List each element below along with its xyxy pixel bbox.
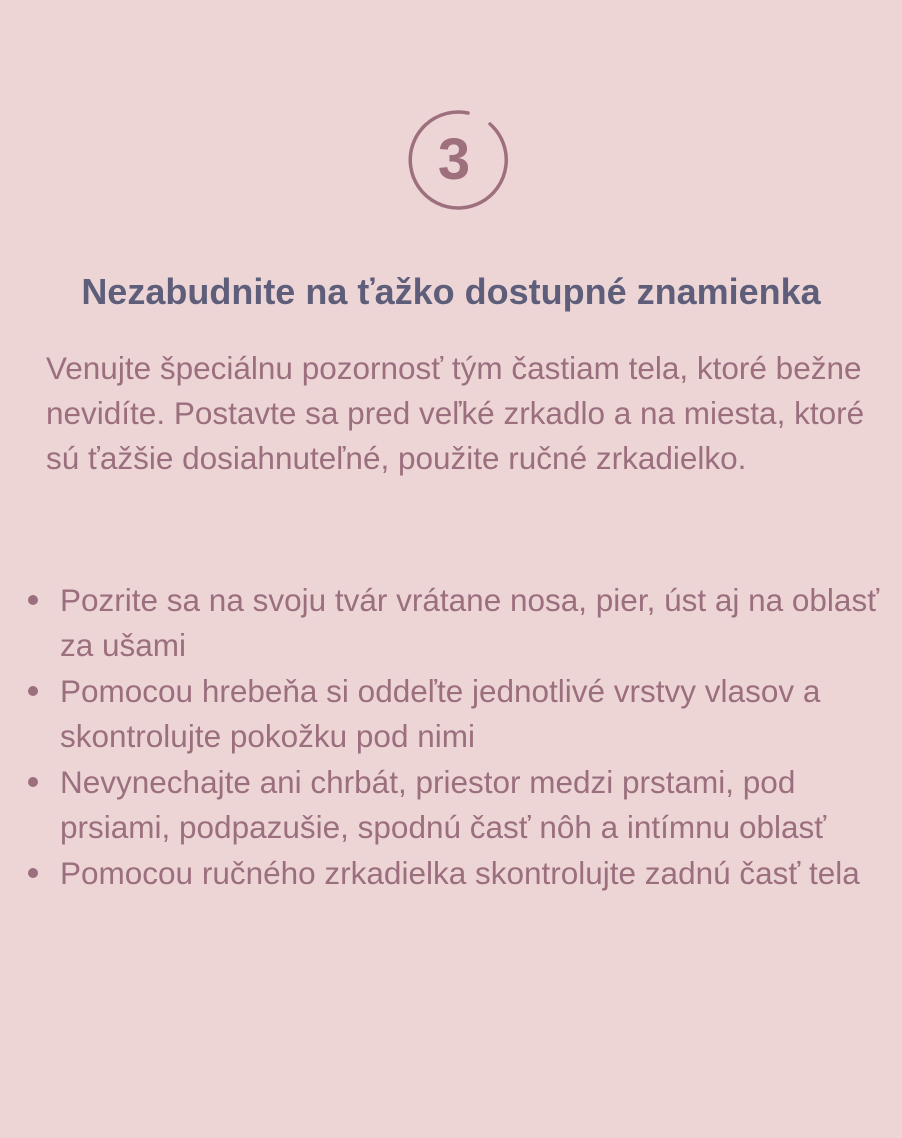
bullet-icon (28, 777, 38, 787)
list-item-text: Pozrite sa na svoju tvár vrátane nosa, pier, úst aj na oblasť za ušami (60, 582, 880, 663)
list-item (0, 851, 902, 896)
list-item (0, 669, 902, 759)
intro-paragraph: Venujte špeciálnu pozornosť tým častiam tela, ktoré bežne nevidíte. Postavte sa pred veľké zrkadlo a na miesta, ktoré sú ťažšie dosiahnuteľné, použite ručné zrkadielko. (46, 350, 865, 476)
step-badge (398, 104, 510, 216)
list-item-text: Nevynechajte ani chrbát, priestor medzi prstami, pod prsiami, podpazušie, spodnú časť nôh a intímnu oblasť (60, 764, 827, 845)
bullet-icon (28, 595, 38, 605)
list-item (0, 578, 902, 668)
list-item (0, 760, 902, 850)
list-item-text: Pomocou hrebeňa si oddeľte jednotlivé vrstvy vlasov a skontrolujte pokožku pod nimi (60, 673, 821, 754)
tips-list (0, 578, 902, 897)
bullet-icon (28, 686, 38, 696)
section-heading: Nezabudnite na ťažko dostupné znamienka (81, 271, 821, 312)
step-number: 3 (437, 127, 471, 192)
list-item-text: Pomocou ručného zrkadielka skontrolujte zadnú časť tela (60, 855, 860, 891)
bullet-icon (28, 868, 38, 878)
